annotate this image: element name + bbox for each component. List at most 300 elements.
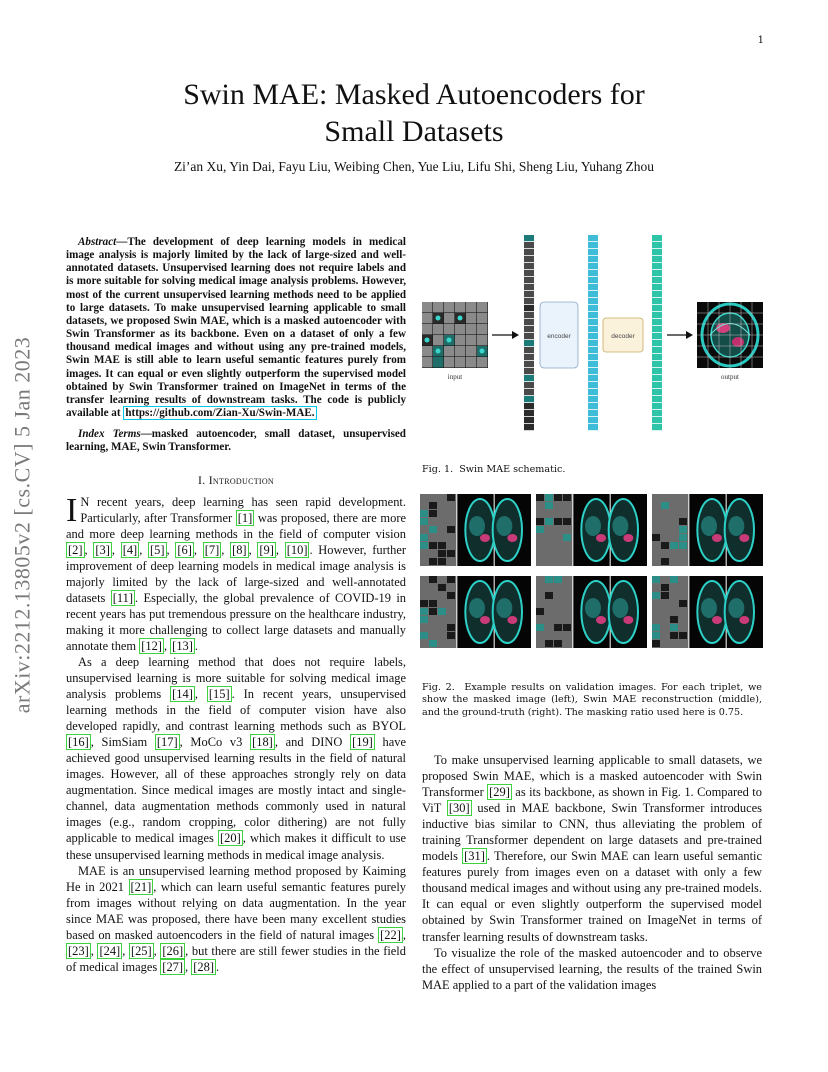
token [652, 235, 662, 241]
text-run: , [275, 542, 285, 557]
text-run: , [153, 943, 161, 958]
scan-detail [612, 598, 628, 618]
visible-patch [554, 494, 562, 501]
input-patch [444, 357, 454, 367]
input-patch [433, 335, 443, 345]
text-run: as its backbone, as shown in Fig. 1. Compared to ViT [422, 785, 762, 816]
token [652, 396, 662, 402]
input-image [422, 302, 488, 368]
decoded-token-column [652, 235, 662, 430]
token [652, 326, 662, 332]
patch-detail [436, 316, 441, 321]
abstract [66, 236, 406, 420]
input-patch [433, 357, 443, 367]
visible-patch [420, 608, 428, 615]
token [588, 270, 598, 276]
token [524, 396, 534, 402]
token [652, 305, 662, 311]
input-patch [477, 324, 487, 334]
visible-patch [429, 502, 437, 509]
visible-patch [661, 558, 669, 565]
text-run: , [221, 542, 231, 557]
citation[interactable]: [13] [172, 638, 193, 653]
masked-token-column [524, 235, 534, 430]
intro-paragraph-1 [66, 491, 407, 654]
input-patch [466, 313, 476, 323]
citation[interactable]: [21] [130, 879, 152, 894]
input-patch [455, 302, 465, 312]
text-run: . [215, 959, 220, 974]
citation[interactable]: [3] [95, 542, 110, 557]
scan-detail [728, 516, 744, 536]
citation[interactable]: [20] [220, 831, 241, 846]
visible-patch [536, 518, 544, 525]
figure-2 [420, 494, 764, 654]
token [524, 403, 534, 409]
scan-detail [469, 598, 485, 618]
text-run: , which makes it difficult to use these unsupervised learning methods in medical image analysis. [66, 831, 406, 862]
token [524, 312, 534, 318]
token [524, 340, 534, 346]
token [588, 249, 598, 255]
output-label: output [721, 373, 739, 381]
token [588, 403, 598, 409]
caption-prefix: Fig. 2. [422, 682, 455, 693]
text-run: , [84, 542, 94, 557]
abstract-lead: Abstract [78, 236, 117, 248]
input-patch [477, 313, 487, 323]
token [524, 305, 534, 311]
visible-patch [536, 624, 544, 631]
figure-2-caption [422, 682, 762, 719]
visible-patch [652, 640, 660, 647]
scan-highlight [596, 534, 606, 542]
input-patch [455, 346, 465, 356]
visible-patch [447, 592, 455, 599]
token [588, 396, 598, 402]
token [588, 284, 598, 290]
scan-highlight [507, 534, 517, 542]
token [652, 417, 662, 423]
input-patch [422, 346, 432, 356]
token [524, 235, 534, 241]
input-patch [455, 335, 465, 345]
citation[interactable]: [24] [99, 943, 121, 958]
scan-detail [701, 598, 717, 618]
dropcap: I [66, 491, 78, 529]
figure-1 [420, 232, 765, 432]
token [652, 291, 662, 297]
input-patch [455, 357, 465, 367]
token [524, 375, 534, 381]
token [652, 340, 662, 346]
token [524, 361, 534, 367]
visible-patch [438, 542, 446, 549]
code-link[interactable]: https://github.com/Zian-Xu/Swin-MAE. [125, 407, 315, 420]
citation[interactable]: [4] [122, 542, 138, 557]
abstract-text: —The development of deep learning models in medical image analysis is majorly limited by the lack of large-sized and well-annotated datasets. Unsupervised learning does not require labels and is more suitable for solving medical image analysis problems. However, most of the current unsupervised learning methods need to be applied to large datasets. To make unsupervised learning applicable to small datasets, we proposed Swin MAE, which is a masked autoencoder with Swin Transformer as its backbone. Even on a dataset of only a few thousand medical images and without using any pre-trained models, Swin MAE is still able to learn useful semantic features purely from images. It can equal or even slightly outperform the supervised model obtained by Swin Transformer trained on ImageNet in terms of the transfer learning results of downstream tasks. The code is publicly available at [66, 236, 406, 420]
token [524, 410, 534, 416]
token [588, 277, 598, 283]
token [524, 284, 534, 290]
token [652, 375, 662, 381]
text-run: , [248, 542, 258, 557]
token [652, 319, 662, 325]
citation[interactable]: [1] [237, 510, 253, 525]
visible-patch [429, 576, 437, 583]
input-patch [433, 324, 443, 334]
input-patch [466, 335, 476, 345]
scan-detail [585, 516, 601, 536]
text-run: , MoCo v3 [179, 735, 251, 750]
citation[interactable]: [19] [352, 735, 373, 750]
index-terms [66, 428, 406, 454]
arrow-head-icon [512, 331, 519, 339]
decoder-label: decoder [611, 333, 635, 340]
citation[interactable]: [6] [177, 542, 192, 557]
visible-patch [438, 550, 446, 557]
visible-patch [545, 518, 553, 525]
citation[interactable]: [5] [150, 542, 165, 557]
left-column [66, 236, 406, 975]
text-run: To visualize the role of the masked autoencoder and to observe the effect of unsupervised learning, the results of the trained Swin MAE applied to a part of the validation images [422, 945, 762, 992]
encoded-token-column [588, 235, 598, 430]
token [588, 368, 598, 374]
token [652, 270, 662, 276]
token [524, 242, 534, 248]
visible-patch [536, 608, 544, 615]
token [524, 417, 534, 423]
text-run: . In recent years, unsupervised learning methods in the field of computer vision have also developed rapidly, and contrast learning methods such as BYOL [66, 687, 406, 734]
visible-patch [545, 576, 553, 583]
intro-paragraph-3 [66, 863, 406, 975]
token [524, 298, 534, 304]
citation[interactable]: [22] [380, 927, 401, 942]
page-number: 1 [757, 35, 764, 46]
visible-patch [545, 592, 553, 599]
visible-patch [420, 600, 428, 607]
arxiv-stamp [0, 295, 44, 755]
encoder-label: encoder [547, 333, 571, 340]
section-numeral: I. [197, 472, 206, 487]
visible-patch [554, 518, 562, 525]
citation[interactable]: [11] [112, 590, 134, 605]
input-patch [444, 324, 454, 334]
scan-detail [496, 516, 512, 536]
token [524, 354, 534, 360]
visible-patch [670, 624, 678, 631]
visible-patch [670, 576, 678, 583]
visible-patch [545, 494, 553, 501]
visible-patch [429, 510, 437, 517]
token [588, 354, 598, 360]
token [652, 263, 662, 269]
text-run: , which can learn useful semantic features purely from images without relying on data augmentation. In the year since MAE was proposed, there have been many excellent studies based on masked autoencoders in the field of natural images [66, 879, 406, 942]
intro-paragraph-2 [66, 654, 406, 863]
token [524, 319, 534, 325]
visible-patch [447, 576, 455, 583]
token [524, 424, 534, 430]
text-run: , [111, 542, 121, 557]
visible-patch [420, 632, 428, 639]
token [588, 333, 598, 339]
token [524, 291, 534, 297]
token [524, 270, 534, 276]
token [588, 417, 598, 423]
visible-patch [545, 640, 553, 647]
citation[interactable]: [2] [68, 542, 83, 557]
token [652, 333, 662, 339]
citation[interactable]: [27] [162, 959, 184, 974]
token [652, 242, 662, 248]
text-run: As a deep learning method that does not require labels, unsupervised learning is more suitable for solving medical image analysis problems [66, 654, 406, 702]
figure-1-caption [422, 464, 762, 476]
text-run: used in MAE backbone, Swin Transformer introduces inductive bias similar to CNN, thus alleviating the problem of training Transformer dependent on large datasets and pre-trained models [422, 801, 762, 864]
token [588, 410, 598, 416]
scan-highlight [623, 534, 633, 542]
input-patch [455, 324, 465, 334]
output-image [697, 302, 763, 368]
input-patch [444, 302, 454, 312]
text-run: MAE is an unsupervised learning method proposed by Kaiming He in 2021 [66, 863, 406, 894]
visible-patch [536, 494, 544, 501]
visible-patch [652, 534, 660, 541]
text-run: , and DINO [274, 735, 351, 750]
citation[interactable]: [18] [252, 735, 273, 750]
visible-patch [679, 632, 687, 639]
token [588, 361, 598, 367]
visible-patch [670, 542, 678, 549]
scan-highlight [596, 616, 606, 624]
visible-patch [438, 608, 446, 615]
text-run: . Therefore, our Swin MAE can learn useful semantic features purely from images even on a dataset with only a few thousand medical images and without using any pre-trained models. It can equal or even slightly outperform the supervised model obtained by Swin Transformer trained on ImageNet in terms of transfer learning results of downstream tasks. [422, 849, 762, 944]
visible-patch [447, 550, 455, 557]
citation[interactable]: [29] [489, 785, 510, 800]
text-run: , [139, 542, 149, 557]
visible-patch [429, 542, 437, 549]
input-patch [444, 313, 454, 323]
input-patch [466, 324, 476, 334]
citation[interactable]: [8] [232, 542, 247, 557]
index-terms-lead: Index Terms [78, 428, 141, 441]
text-run: , [185, 959, 192, 974]
scan-highlight [712, 534, 722, 542]
token [588, 319, 598, 325]
right-paragraph-1 [422, 752, 762, 945]
text-run: , but there are still fewer studies in the field of medical images [66, 943, 406, 974]
citation[interactable]: [17] [156, 735, 178, 750]
intro-body [66, 491, 407, 975]
visible-patch [679, 542, 687, 549]
token [588, 242, 598, 248]
input-patch [422, 357, 432, 367]
citation[interactable]: [25] [130, 943, 152, 958]
token [588, 235, 598, 241]
token [588, 326, 598, 332]
scan-highlight [507, 616, 517, 624]
token [652, 256, 662, 262]
patch-detail [425, 338, 430, 343]
caption-text: Swin MAE schematic. [459, 464, 566, 475]
authors: Zi’an Xu, Yin Dai, Fayu Liu, Weibing Chen, Yue Liu, Lifu Shi, Sheng Liu, Yuhang Zhou [173, 159, 655, 174]
scan-detail [612, 516, 628, 536]
text-run: , [122, 943, 129, 958]
scan-detail [728, 598, 744, 618]
title-line-2: Small Datasets [324, 115, 504, 148]
token [588, 389, 598, 395]
citation[interactable]: [12] [141, 638, 162, 653]
arxiv-stamp-text: arXiv:2212.13805v2 [cs.CV] 5 Jan 2023 [9, 336, 35, 714]
visible-patch [429, 640, 437, 647]
visible-patch [679, 534, 687, 541]
text-run: , [194, 687, 207, 702]
visible-patch [652, 624, 660, 631]
token [652, 382, 662, 388]
example-results-grid [420, 494, 764, 654]
token [588, 375, 598, 381]
visible-patch [420, 542, 428, 549]
patch-detail [436, 349, 441, 354]
text-run: was proposed, there are more and more deep learning methods in the field of computer vision [66, 510, 406, 541]
visible-patch [563, 494, 571, 501]
token [588, 256, 598, 262]
input-patch [422, 313, 432, 323]
visible-patch [536, 526, 544, 533]
text-run: , [193, 542, 203, 557]
citation[interactable]: [10] [286, 542, 308, 557]
section-heading [66, 473, 406, 488]
citation[interactable]: [26] [162, 943, 184, 958]
input-patch [477, 335, 487, 345]
visible-patch [679, 526, 687, 533]
visible-patch [545, 502, 553, 509]
right-paragraph-2 [422, 945, 762, 993]
token [524, 249, 534, 255]
visible-patch [652, 632, 660, 639]
visible-patch [661, 542, 669, 549]
text-run: . [194, 638, 199, 653]
token [588, 263, 598, 269]
citation[interactable]: [31] [464, 849, 485, 864]
scan-detail [585, 598, 601, 618]
visible-patch [563, 534, 571, 541]
citation[interactable]: [14] [172, 687, 193, 702]
visible-patch [652, 576, 660, 583]
token [524, 368, 534, 374]
input-patch [466, 346, 476, 356]
scan-highlight [712, 616, 722, 624]
token [588, 347, 598, 353]
title-line-1: Swin MAE: Masked Autoencoders for [183, 78, 645, 111]
token [652, 277, 662, 283]
input-patch [477, 302, 487, 312]
token [652, 410, 662, 416]
visible-patch [554, 640, 562, 647]
visible-patch [438, 558, 446, 565]
token [652, 312, 662, 318]
visible-patch [447, 632, 455, 639]
visible-patch [554, 624, 562, 631]
scan-highlight [739, 616, 749, 624]
scan-highlight [739, 534, 749, 542]
citation[interactable]: [15] [208, 687, 230, 702]
text-run: , [163, 638, 171, 653]
text-run: , [90, 943, 98, 958]
visible-patch [447, 494, 455, 501]
scan-highlight [623, 616, 633, 624]
visible-patch [429, 558, 437, 565]
token [524, 382, 534, 388]
citation[interactable]: [28] [193, 959, 214, 974]
visible-patch [652, 592, 660, 599]
token [588, 305, 598, 311]
visible-patch [679, 600, 687, 607]
input-label: input [447, 373, 463, 381]
paper-title [0, 76, 828, 150]
caption-prefix: Fig. 1. [422, 464, 454, 475]
visible-patch [429, 526, 437, 533]
token [652, 284, 662, 290]
citation[interactable]: [16] [68, 735, 89, 750]
visible-patch [447, 526, 455, 533]
token [652, 361, 662, 367]
text-run: , [166, 542, 176, 557]
visible-patch [679, 518, 687, 525]
patch-detail [458, 316, 463, 321]
visible-patch [661, 502, 669, 509]
visible-patch [563, 518, 571, 525]
input-patch [444, 346, 454, 356]
visible-patch [670, 632, 678, 639]
token [652, 249, 662, 255]
token [652, 347, 662, 353]
token [652, 298, 662, 304]
token [524, 347, 534, 353]
visible-patch [670, 616, 678, 623]
visible-patch [554, 576, 562, 583]
citation[interactable]: [7] [204, 542, 220, 557]
visible-patch [420, 534, 428, 541]
visible-patch [661, 592, 669, 599]
token [588, 312, 598, 318]
index-terms-text: —masked autoencoder, small dataset, unsupervised learning, MAE, Swin Transformer. [66, 428, 406, 454]
caption-text: Example results on validation images. For each triplet, we show the masked image (left), Swin MAE reconstruction (middle), and the ground-truth (right). The masking ratio used here is 0.75. [422, 682, 762, 718]
visible-patch [438, 584, 446, 591]
token [652, 354, 662, 360]
text-run: have achieved good unsupervised learning results in the field of natural images. However, all of these approaches strongly rely on data augmentation. Since medical images are mostly intact and single-channel, data augmentation methods commonly used in natural images (e.g., random cropping, color dithering) are not fully applicable to medical images [66, 735, 407, 846]
token [524, 256, 534, 262]
visible-patch [420, 518, 428, 525]
scan-detail [469, 516, 485, 536]
citation[interactable]: [23] [68, 943, 89, 958]
token [524, 326, 534, 332]
token [588, 424, 598, 430]
scan-detail [701, 516, 717, 536]
visible-patch [420, 616, 428, 623]
right-column-body [422, 752, 762, 993]
visible-patch [563, 624, 571, 631]
scan-highlight [480, 534, 490, 542]
visible-patch [429, 608, 437, 615]
patch-detail [447, 338, 452, 343]
token [524, 263, 534, 269]
input-patch [466, 302, 476, 312]
token [588, 382, 598, 388]
citation[interactable]: [9] [259, 542, 274, 557]
token [524, 389, 534, 395]
visible-patch [661, 584, 669, 591]
citation[interactable]: [30] [448, 801, 470, 816]
